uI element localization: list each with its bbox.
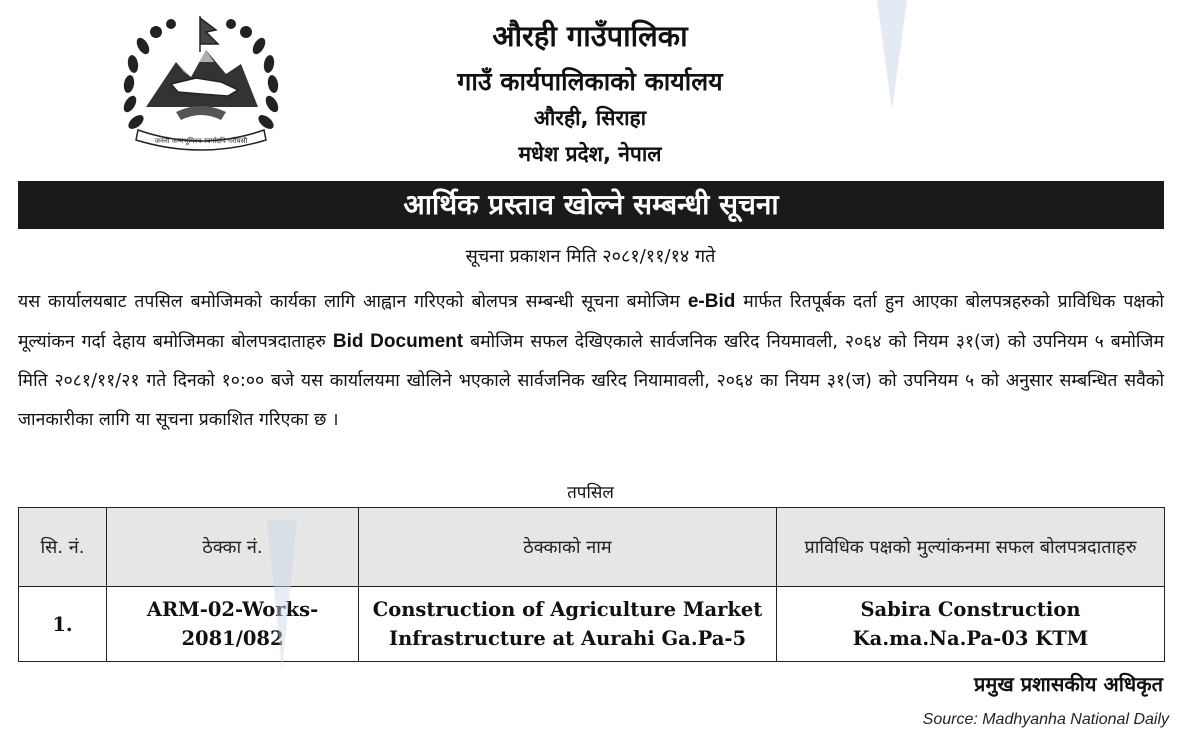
watermark-triangle-icon [262, 520, 302, 670]
body-text-1: यस कार्यालयबाट तपसिल बमोजिमको कार्यका लागि आह्वान गरिएको बोलपत्र सम्बन्धी सूचना बमोजिम [18, 292, 688, 312]
cell-successful-bidder: Sabira Construction Ka.ma.Na.Pa-03 KTM [777, 587, 1165, 662]
cell-contract-name: Construction of Agriculture Market Infrastructure at Aurahi Ga.Pa-5 [359, 587, 777, 662]
notice-body [18, 282, 1164, 440]
province-country: मधेश प्रदेश, नेपाल [518, 142, 662, 166]
ebid-term: e-Bid [687, 291, 736, 312]
body-text-2: मार्फत रितपूर्बक दर्ता हुन आएका बोलपत्रहरुको प्राविधिक पक्षको मूल्यांकन गर्दा देहाय बमोजिमका बोलपत्रदाताहरु [18, 292, 1164, 352]
header-contract-no: ठेक्का नं. [107, 508, 359, 587]
cell-contract-no: ARM-02-Works-2081/082 [107, 587, 359, 662]
office-name: गाउँ कार्यपालिकाको कार्यालय [457, 67, 723, 96]
header-contract-name: ठेक्काको नाम [359, 508, 777, 587]
header-serial-no: सि. नं. [19, 508, 107, 587]
body-text-3: बमोजिम सफल देखिएकाले सार्वजनिक खरिद नियमावली, २०६४ को नियम ३१(ज) को उपनियम ५ बमोजिम मिति २०८१/११/२१ गते दिनको १०:०० बजे यस कार्यालयमा खोलिने भएकाले सार्वजनिक खरिद नियामावली, २०६४ का नियम ३१(ज) को उपनियम ५ को अनुसार सम्बन्धित सवैको जानकारीका लागि या सूचना प्रकाशित गरिएका छ । [18, 332, 1165, 430]
office-location: औरही, सिराहा [533, 106, 647, 130]
emblem-motto: जननी जन्मभूमिश्च स्वर्गादपि गरीयसी [154, 137, 248, 145]
municipality-name: औरही गाउँपालिका [492, 19, 688, 53]
signatory: प्रमुख प्रशासकीय अधिकृत [974, 672, 1163, 696]
bid-document-term: Bid Document [332, 331, 464, 352]
watermark-triangle-icon [872, 0, 912, 110]
nepal-government-emblem [116, 12, 286, 152]
schedule-label: तपसिल [567, 483, 614, 503]
header-successful-bidders: प्राविधिक पक्षको मुल्यांकनमा सफल बोलपत्रदाताहरु [777, 508, 1165, 587]
table-header-row [19, 508, 1165, 587]
bid-results-table [18, 507, 1165, 662]
cell-serial-no: 1. [19, 587, 107, 662]
notice-title: आर्थिक प्रस्ताव खोल्ने सम्बन्धी सूचना [18, 181, 1164, 229]
source-credit: Source: Madhyanha National Daily [922, 711, 1169, 728]
table-row [19, 587, 1165, 662]
published-date: सूचना प्रकाशन मिति २०८१/११/१४ गते [465, 246, 716, 267]
